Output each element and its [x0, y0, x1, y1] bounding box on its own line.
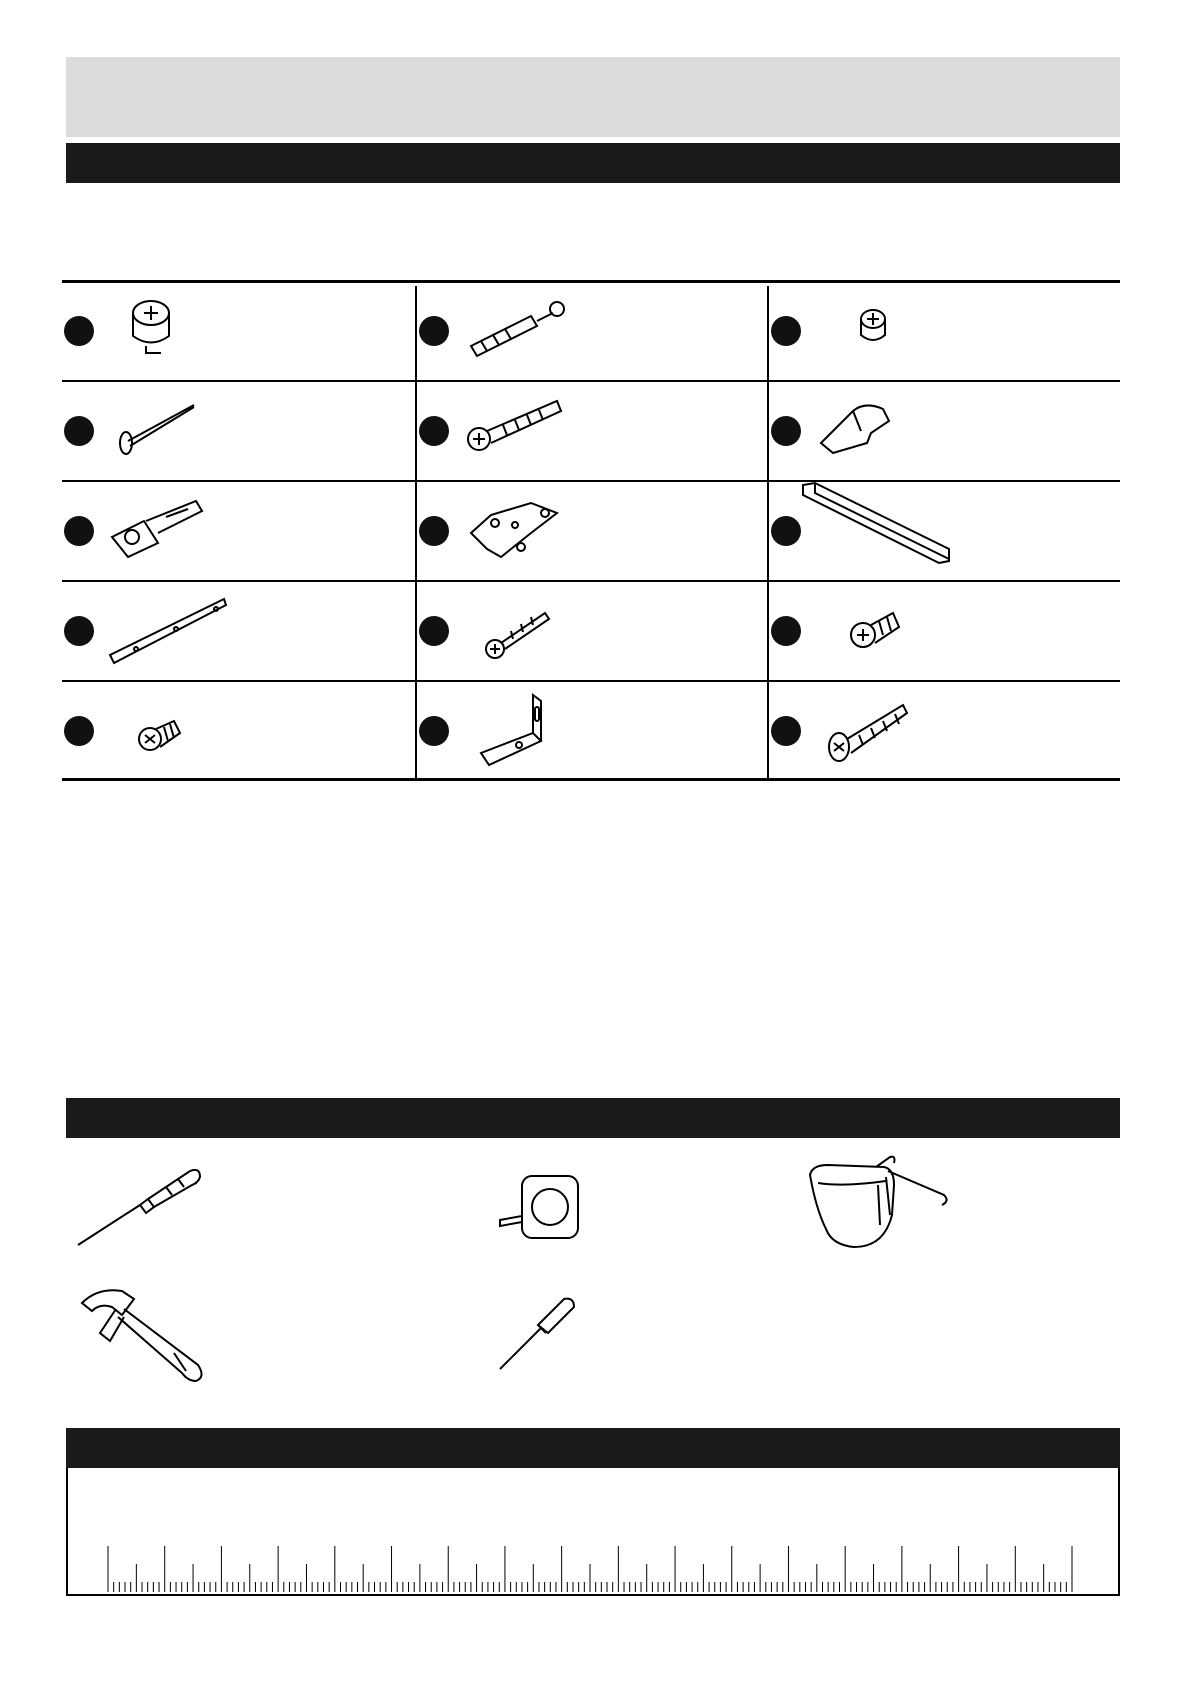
cam-lock-icon [106, 291, 196, 371]
small-cam-lock-icon [813, 291, 903, 371]
drawer-runner-icon [106, 591, 236, 671]
fitting-cell [769, 483, 1121, 583]
fitting-number-badge [64, 516, 94, 546]
nail-icon [106, 391, 216, 471]
fitting-cell [769, 283, 1121, 383]
fitting-cell [62, 483, 414, 583]
screwdriver-icon [74, 1165, 204, 1250]
fitting-number-badge [64, 416, 94, 446]
fitting-number-badge [419, 716, 449, 746]
fitting-cell [769, 583, 1121, 683]
fitting-number-badge [771, 316, 801, 346]
fitting-number-badge [419, 416, 449, 446]
fitting-number-badge [771, 416, 801, 446]
ruler-section-bar [66, 1428, 1120, 1468]
fitting-cell [62, 383, 414, 483]
fitting-number-badge [64, 716, 94, 746]
fitting-cell [417, 683, 769, 783]
short-screw-icon [813, 591, 923, 671]
measuring-ruler [68, 1468, 1118, 1594]
fitting-cell [769, 683, 1121, 783]
fitting-number-badge [771, 716, 801, 746]
fitting-cell [417, 383, 769, 483]
fitting-cell [62, 683, 414, 783]
header-band [66, 57, 1120, 137]
shelf-support-icon [813, 391, 923, 471]
wood-strip-icon [799, 481, 969, 581]
fitting-number-badge [771, 616, 801, 646]
fitting-cell [62, 283, 414, 383]
stud-bolt-icon [106, 691, 216, 771]
safety-glasses-icon [804, 1155, 954, 1255]
tape-measure-icon [496, 1170, 606, 1255]
fitting-cell [417, 283, 769, 383]
fitting-number-badge [419, 316, 449, 346]
hinge-icon [106, 491, 216, 571]
bradawl-icon [494, 1295, 584, 1375]
cam-bolt-dowel-icon [461, 291, 571, 371]
fitting-cell [62, 583, 414, 683]
fitting-cell [417, 483, 769, 583]
wood-screw-icon [813, 691, 923, 771]
fitting-number-badge [419, 616, 449, 646]
l-bracket-icon [461, 691, 571, 781]
screw-icon [461, 591, 571, 671]
fitting-number-badge [419, 516, 449, 546]
long-bolt-icon [461, 391, 571, 471]
fitting-number-badge [771, 516, 801, 546]
tools-section-bar [66, 1098, 1120, 1138]
fitting-cell [417, 583, 769, 683]
hinge-plate-icon [461, 491, 571, 571]
fitting-number-badge [64, 316, 94, 346]
hammer-icon [78, 1285, 218, 1385]
fittings-table [62, 280, 1120, 782]
ruler-panel [66, 1468, 1120, 1596]
fittings-section-bar [66, 143, 1120, 183]
fitting-cell [769, 383, 1121, 483]
fitting-number-badge [64, 616, 94, 646]
